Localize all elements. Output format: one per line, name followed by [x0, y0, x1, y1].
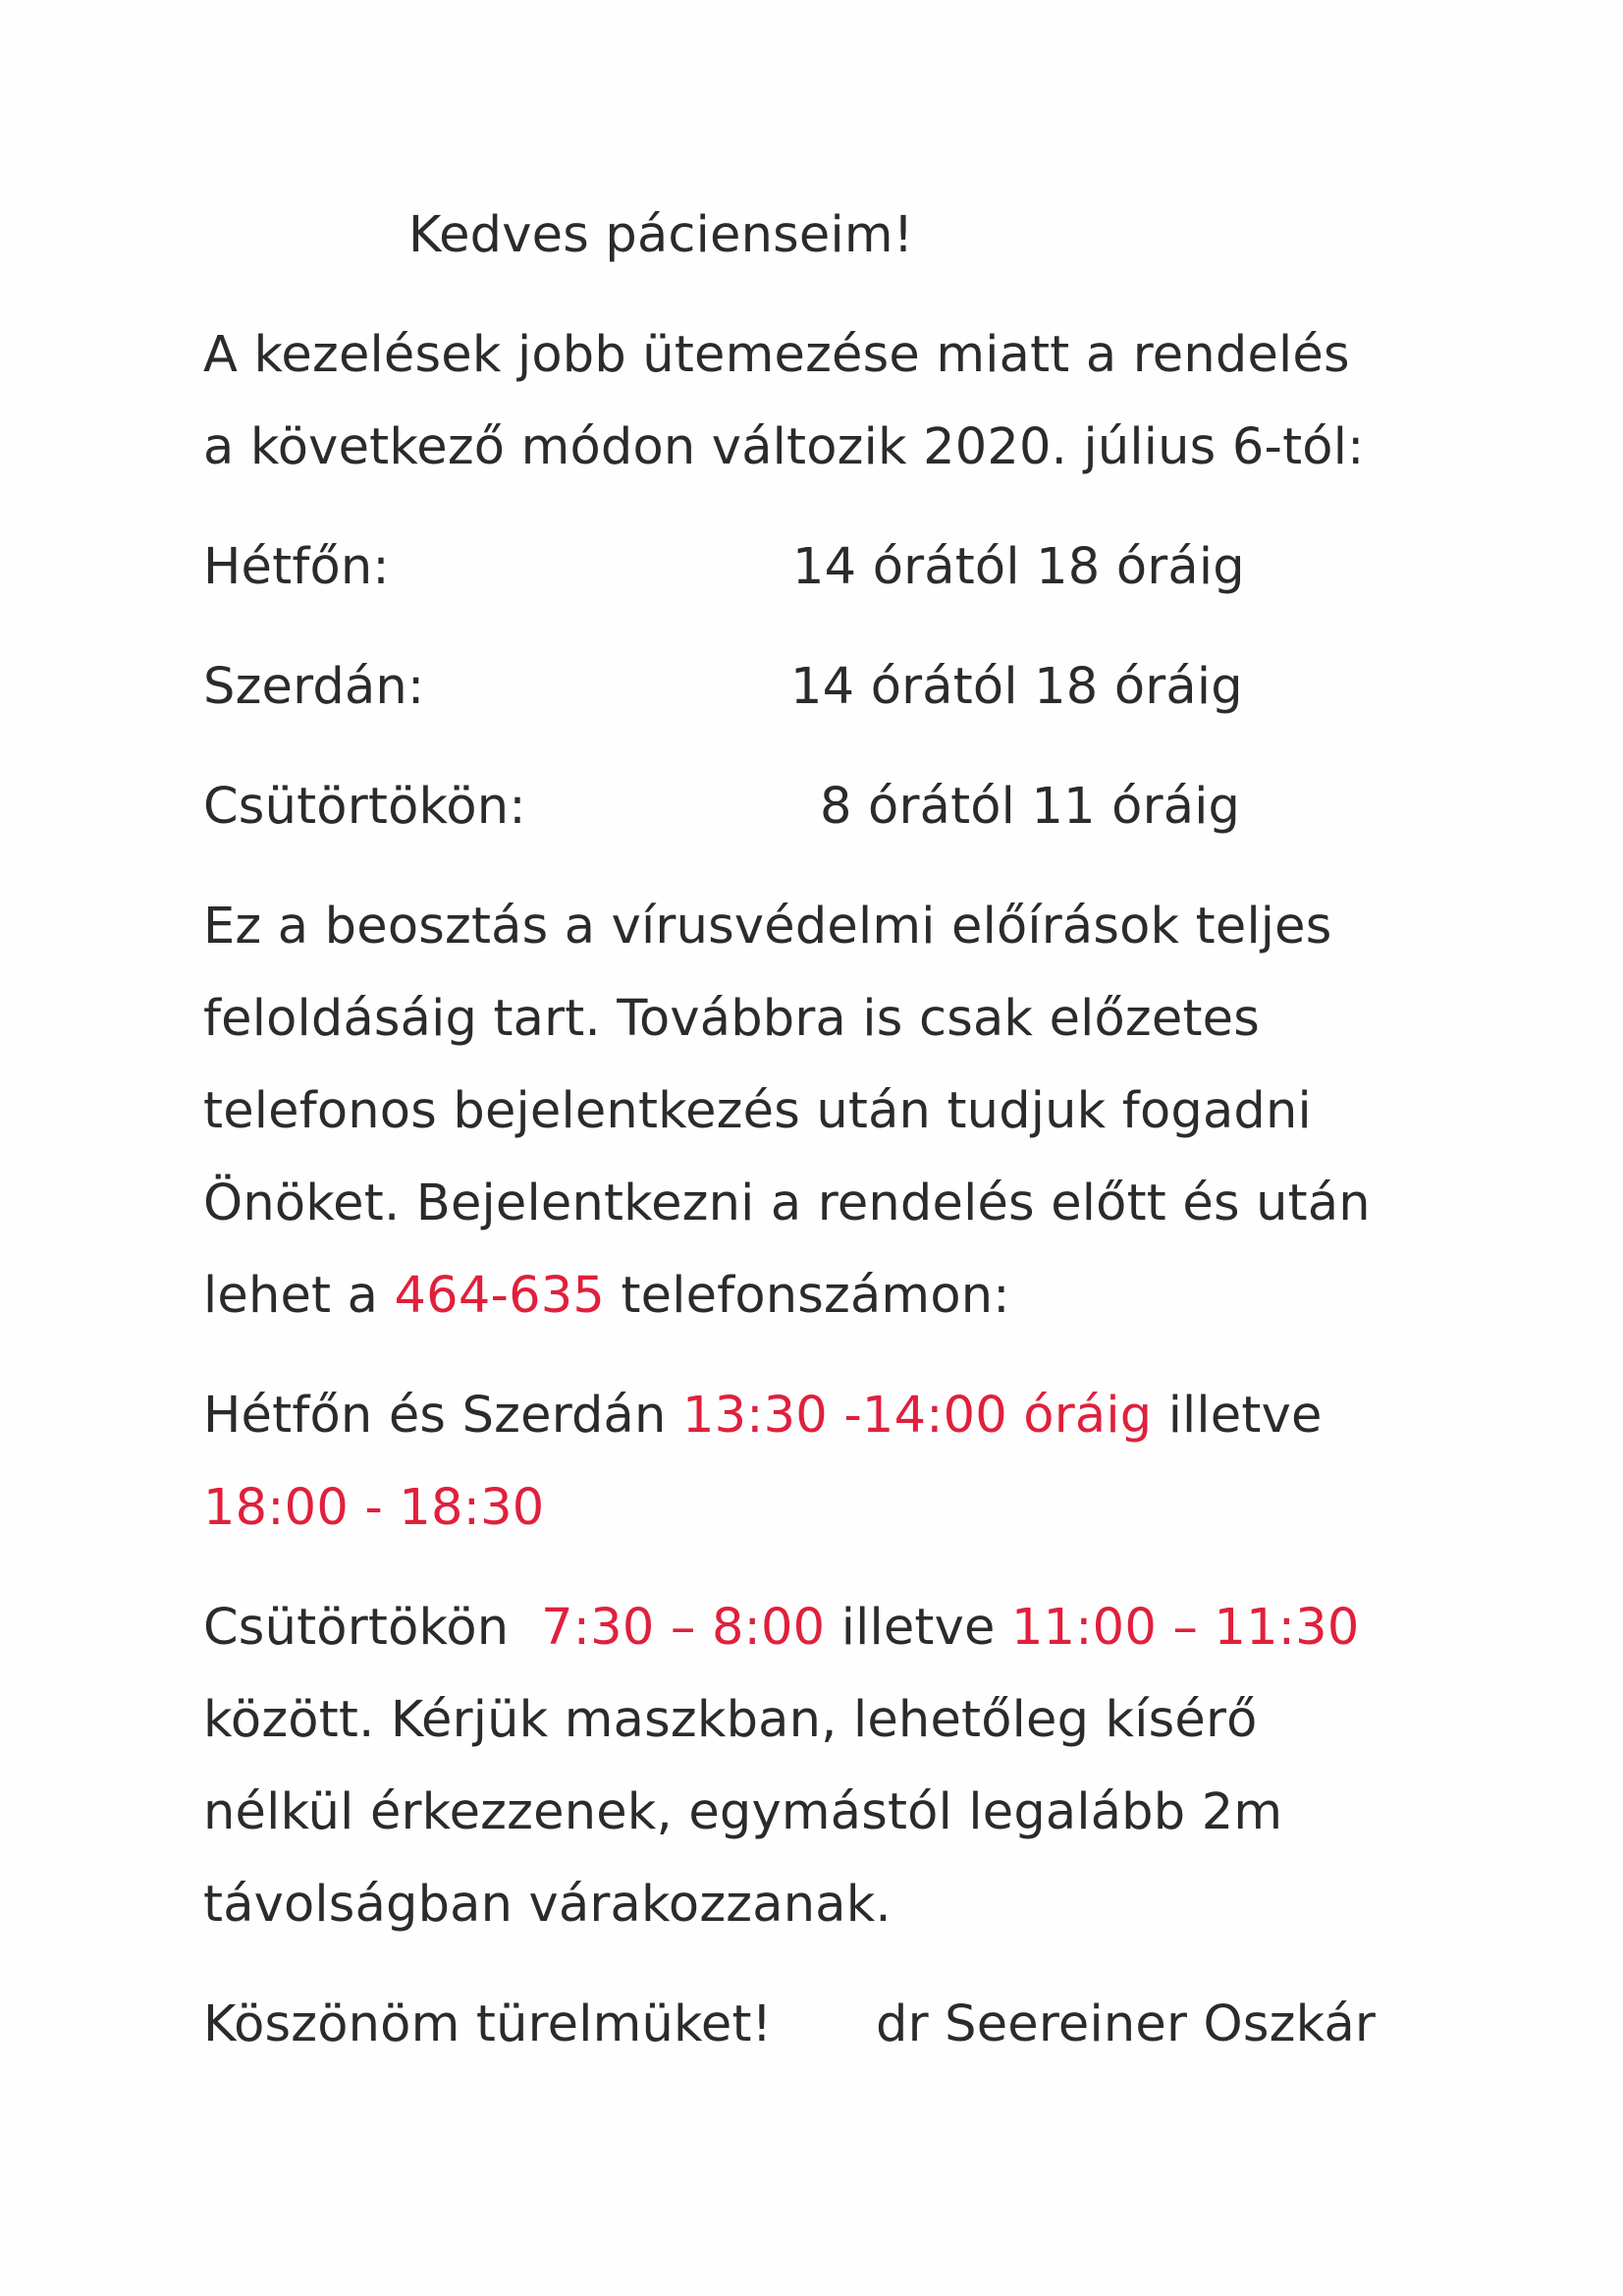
thursday-time-1: 7:30 – 8:00: [541, 1599, 826, 1657]
thursday-line-3: nélkül érkezzenek, egymástól legalább 2m: [203, 1783, 1283, 1841]
mon-wed-line: [203, 1387, 1323, 1446]
info-line-2: feloldásáig tart. Továbbra is csak előzetes: [203, 990, 1261, 1048]
greeting: Kedves pácienseim!: [408, 206, 914, 264]
info-line-5-post: telefonszámon:: [605, 1267, 1010, 1325]
thursday-line: [203, 1599, 1359, 1658]
mon-wed-time-2: 18:00 - 18:30: [203, 1479, 545, 1537]
thursday-line-2: között. Kérjük maszkban, lehetőleg kísérő: [203, 1691, 1258, 1749]
closing-thanks: Köszönöm türelmüket!: [203, 1995, 773, 2053]
schedule-row-monday: [203, 538, 1245, 597]
schedule-day: Szerdán:: [203, 658, 425, 716]
intro-line-1: A kezelések jobb ütemezése miatt a rendelés: [203, 326, 1350, 384]
schedule-row-wednesday: [203, 658, 1243, 717]
info-line-3: telefonos bejelentkezés után tudjuk fogadni: [203, 1082, 1312, 1140]
thursday-time-2: 11:00 – 11:30: [1011, 1599, 1360, 1657]
mon-wed-time-1: 13:30 -14:00 óráig: [681, 1387, 1153, 1445]
schedule-hours: 8 órától 11 óráig: [820, 778, 1241, 836]
schedule-day: Hétfőn:: [203, 538, 390, 596]
signature: dr Seereiner Oszkár: [876, 1995, 1377, 2053]
thursday-line-4: távolságban várakozzanak.: [203, 1876, 892, 1934]
info-line-4: Önöket. Bejelentkezni a rendelés előtt és után: [203, 1175, 1371, 1232]
mon-wed-mid: illetve: [1152, 1387, 1323, 1445]
schedule-hours: 14 órától 18 óráig: [792, 538, 1245, 596]
mon-wed-pre: Hétfőn és Szerdán: [203, 1387, 682, 1445]
info-line-1: Ez a beosztás a vírusvédelmi előírások teljes: [203, 898, 1332, 956]
schedule-day: Csütörtökön:: [203, 778, 526, 836]
info-line-5: [203, 1267, 1010, 1326]
phone-number: 464-635: [394, 1267, 606, 1325]
intro-line-2: a következő módon változik 2020. július 6-tól:: [203, 418, 1365, 476]
closing-line: [203, 1995, 1377, 2054]
thursday-pre: Csütörtökön: [203, 1599, 542, 1657]
info-line-5-pre: lehet a: [203, 1267, 395, 1325]
schedule-row-thursday: [203, 778, 1241, 837]
thursday-mid: illetve: [825, 1599, 1011, 1657]
schedule-hours: 14 órától 18 óráig: [790, 658, 1243, 716]
